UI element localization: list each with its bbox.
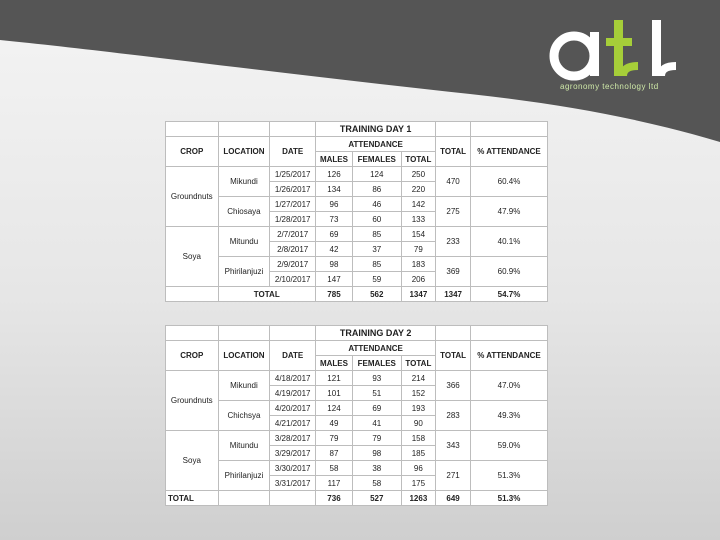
table-footer-row — [166, 491, 548, 506]
females-cell: 37 — [353, 242, 402, 257]
location-cell: Phirilanjuzi — [218, 257, 270, 287]
crop-cell: Soya — [166, 227, 219, 287]
location-total-cell: 275 — [436, 197, 471, 227]
females-cell: 79 — [353, 431, 402, 446]
footer-females: 562 — [353, 287, 402, 302]
date-cell: 1/26/2017 — [270, 182, 316, 197]
header-total: TOTAL — [436, 341, 471, 371]
location-total-cell: 470 — [436, 167, 471, 197]
footer-pct: 51.3% — [470, 491, 547, 506]
location-total-cell: 283 — [436, 401, 471, 431]
location-total-cell: 271 — [436, 461, 471, 491]
table-title: TRAINING DAY 2 — [315, 326, 435, 341]
females-cell: 58 — [353, 476, 402, 491]
footer-males: 736 — [315, 491, 352, 506]
total-cell: 152 — [401, 386, 436, 401]
date-cell: 2/9/2017 — [270, 257, 316, 272]
footer-location-total: 1347 — [436, 287, 471, 302]
males-cell: 69 — [315, 227, 352, 242]
location-total-cell: 366 — [436, 371, 471, 401]
crop-cell: Groundnuts — [166, 167, 219, 227]
pct-cell: 40.1% — [470, 227, 547, 257]
date-cell: 3/31/2017 — [270, 476, 316, 491]
females-cell: 41 — [353, 416, 402, 431]
table-row — [166, 167, 548, 182]
location-cell: Chiosaya — [218, 197, 270, 227]
total-cell: 158 — [401, 431, 436, 446]
header-attendance: ATTENDANCE — [315, 137, 435, 152]
total-cell: 206 — [401, 272, 436, 287]
pct-cell: 59.0% — [470, 431, 547, 461]
males-cell: 98 — [315, 257, 352, 272]
total-cell: 183 — [401, 257, 436, 272]
pct-cell: 60.4% — [470, 167, 547, 197]
footer-label: TOTAL — [166, 491, 219, 506]
logo-tagline: agronomy technology ltd — [560, 82, 659, 91]
location-cell: Phirilanjuzi — [218, 461, 270, 491]
header-location: LOCATION — [218, 137, 270, 167]
pct-cell: 51.3% — [470, 461, 547, 491]
males-cell: 49 — [315, 416, 352, 431]
table-row — [166, 431, 548, 446]
footer-label: TOTAL — [218, 287, 315, 302]
date-cell: 2/10/2017 — [270, 272, 316, 287]
date-cell: 2/7/2017 — [270, 227, 316, 242]
training-day-1-table — [165, 121, 548, 302]
date-cell: 4/19/2017 — [270, 386, 316, 401]
header-males: MALES — [315, 356, 352, 371]
females-cell: 93 — [353, 371, 402, 386]
header-crop: CROP — [166, 137, 219, 167]
training-day-2-table — [165, 325, 548, 506]
date-cell: 4/20/2017 — [270, 401, 316, 416]
header-total: TOTAL — [436, 137, 471, 167]
crop-cell: Soya — [166, 431, 219, 491]
total-cell: 214 — [401, 371, 436, 386]
table-title: TRAINING DAY 1 — [315, 122, 435, 137]
date-cell: 3/28/2017 — [270, 431, 316, 446]
date-cell: 1/27/2017 — [270, 197, 316, 212]
males-cell: 87 — [315, 446, 352, 461]
total-cell: 250 — [401, 167, 436, 182]
table-row — [166, 257, 548, 272]
pct-cell: 47.9% — [470, 197, 547, 227]
location-cell: Chichsya — [218, 401, 270, 431]
total-cell: 133 — [401, 212, 436, 227]
total-cell: 175 — [401, 476, 436, 491]
total-cell: 220 — [401, 182, 436, 197]
females-cell: 124 — [353, 167, 402, 182]
location-cell: Mikundi — [218, 371, 270, 401]
date-cell: 3/30/2017 — [270, 461, 316, 476]
males-cell: 117 — [315, 476, 352, 491]
header-date: DATE — [270, 341, 316, 371]
location-cell: Mitundu — [218, 227, 270, 257]
footer-females: 527 — [353, 491, 402, 506]
header-females: FEMALES — [353, 356, 402, 371]
table-row — [166, 371, 548, 386]
males-cell: 147 — [315, 272, 352, 287]
females-cell: 38 — [353, 461, 402, 476]
footer-males: 785 — [315, 287, 352, 302]
males-cell: 73 — [315, 212, 352, 227]
header-total-att: TOTAL — [401, 152, 436, 167]
table-row — [166, 197, 548, 212]
total-cell: 79 — [401, 242, 436, 257]
total-cell: 96 — [401, 461, 436, 476]
header-total-att: TOTAL — [401, 356, 436, 371]
males-cell: 96 — [315, 197, 352, 212]
date-cell: 4/21/2017 — [270, 416, 316, 431]
header-location: LOCATION — [218, 341, 270, 371]
females-cell: 46 — [353, 197, 402, 212]
pct-cell: 47.0% — [470, 371, 547, 401]
date-cell: 3/29/2017 — [270, 446, 316, 461]
females-cell: 51 — [353, 386, 402, 401]
females-cell: 69 — [353, 401, 402, 416]
footer-pct: 54.7% — [470, 287, 547, 302]
location-total-cell: 343 — [436, 431, 471, 461]
header-females: FEMALES — [353, 152, 402, 167]
females-cell: 59 — [353, 272, 402, 287]
location-total-cell: 233 — [436, 227, 471, 257]
location-cell: Mitundu — [218, 431, 270, 461]
table-row — [166, 461, 548, 476]
table-row — [166, 401, 548, 416]
footer-total: 1263 — [401, 491, 436, 506]
header-date: DATE — [270, 137, 316, 167]
date-cell: 1/28/2017 — [270, 212, 316, 227]
pct-cell: 49.3% — [470, 401, 547, 431]
males-cell: 42 — [315, 242, 352, 257]
header-crop: CROP — [166, 341, 219, 371]
header-attendance: ATTENDANCE — [315, 341, 435, 356]
males-cell: 134 — [315, 182, 352, 197]
header-pct-attendance: % ATTENDANCE — [470, 137, 547, 167]
date-cell: 2/8/2017 — [270, 242, 316, 257]
footer-total: 1347 — [401, 287, 436, 302]
females-cell: 98 — [353, 446, 402, 461]
total-cell: 142 — [401, 197, 436, 212]
header-males: MALES — [315, 152, 352, 167]
total-cell: 90 — [401, 416, 436, 431]
pct-cell: 60.9% — [470, 257, 547, 287]
males-cell: 121 — [315, 371, 352, 386]
total-cell: 154 — [401, 227, 436, 242]
males-cell: 79 — [315, 431, 352, 446]
males-cell: 126 — [315, 167, 352, 182]
females-cell: 60 — [353, 212, 402, 227]
total-cell: 193 — [401, 401, 436, 416]
males-cell: 58 — [315, 461, 352, 476]
date-cell: 4/18/2017 — [270, 371, 316, 386]
females-cell: 85 — [353, 257, 402, 272]
location-total-cell: 369 — [436, 257, 471, 287]
females-cell: 86 — [353, 182, 402, 197]
females-cell: 85 — [353, 227, 402, 242]
location-cell: Mikundi — [218, 167, 270, 197]
total-cell: 185 — [401, 446, 436, 461]
crop-cell: Groundnuts — [166, 371, 219, 431]
males-cell: 124 — [315, 401, 352, 416]
header-pct-attendance: % ATTENDANCE — [470, 341, 547, 371]
date-cell: 1/25/2017 — [270, 167, 316, 182]
males-cell: 101 — [315, 386, 352, 401]
footer-location-total: 649 — [436, 491, 471, 506]
table-footer-row — [166, 287, 548, 302]
table-row — [166, 227, 548, 242]
